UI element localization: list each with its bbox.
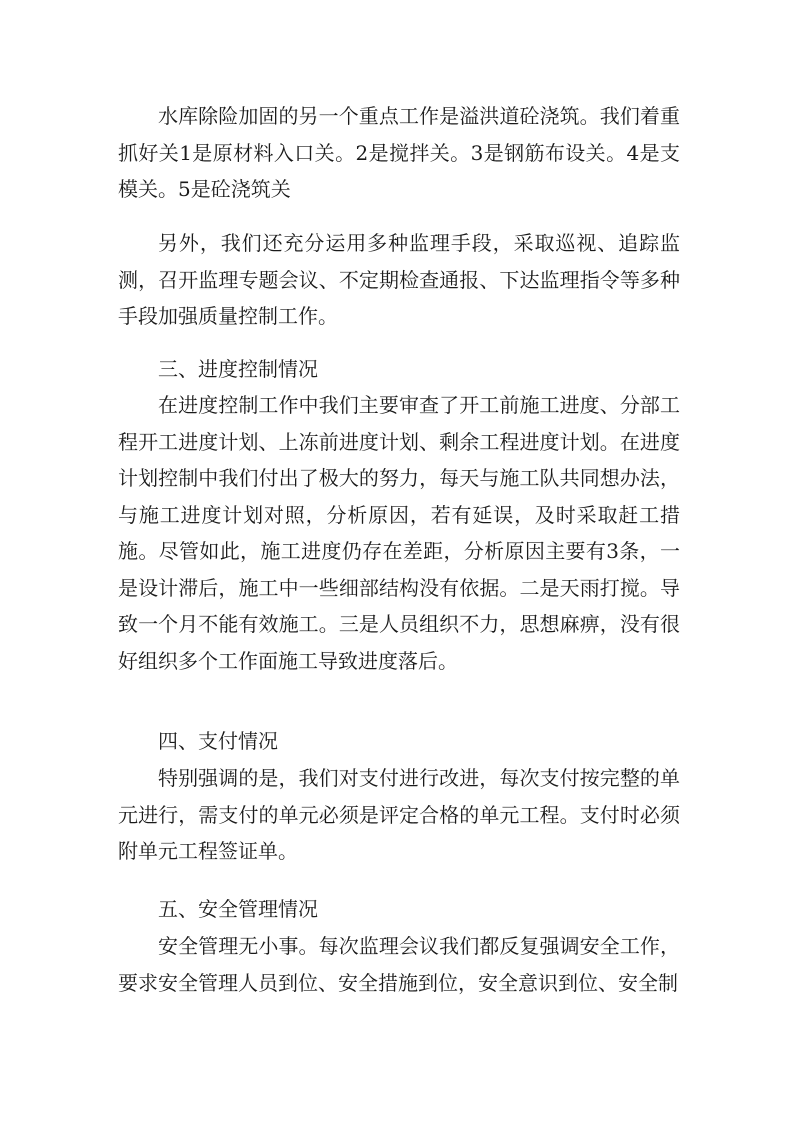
heading-progress-control: 三、进度控制情况 xyxy=(158,357,318,381)
paragraph-safety-management: 安全管理无小事。每次监理会议我们都反复强调安全工作，要求安全管理人员到位、安全措施到位，安全意识到位、安全制 xyxy=(118,934,680,995)
paragraph-spillway-concrete: 水库除险加固的另一个重点工作是溢洪道砼浇筑。我们着重抓好关1是原材料入口关。2是搅拌关。3是钢筋布设关。4是支模关。5是砼浇筑关 xyxy=(118,104,680,201)
heading-safety-management: 五、安全管理情况 xyxy=(158,897,318,921)
heading-payment: 四、支付情况 xyxy=(158,729,278,753)
paragraph-supervision-methods: 另外，我们还充分运用多种监理手段，采取巡视、追踪监测，召开监理专题会议、不定期检查通报、下达监理指令等多种手段加强质量控制工作。 xyxy=(118,231,680,328)
paragraph-progress-control: 在进度控制工作中我们主要审查了开工前施工进度、分部工程开工进度计划、上冻前进度计划、剩余工程进度计划。在进度计划控制中我们付出了极大的努力，每天与施工队共同想办法，与施工进度计划对照，分析原因，若有延误，及时采取赶工措施。尽管如此，施工进度仍存在差距，分析原因主要有3条，一是设计滞后，施工中一些细部结构没有依据。二是天雨打搅。导致一个月不能有效施工。三是人员组织不力，思想麻痹，没有很好组织多个工作面施工导致进度落后。 xyxy=(118,393,680,673)
paragraph-payment: 特别强调的是，我们对支付进行改进，每次支付按完整的单元进行，需支付的单元必须是评定合格的单元工程。支付时必须附单元工程签证单。 xyxy=(118,766,680,863)
